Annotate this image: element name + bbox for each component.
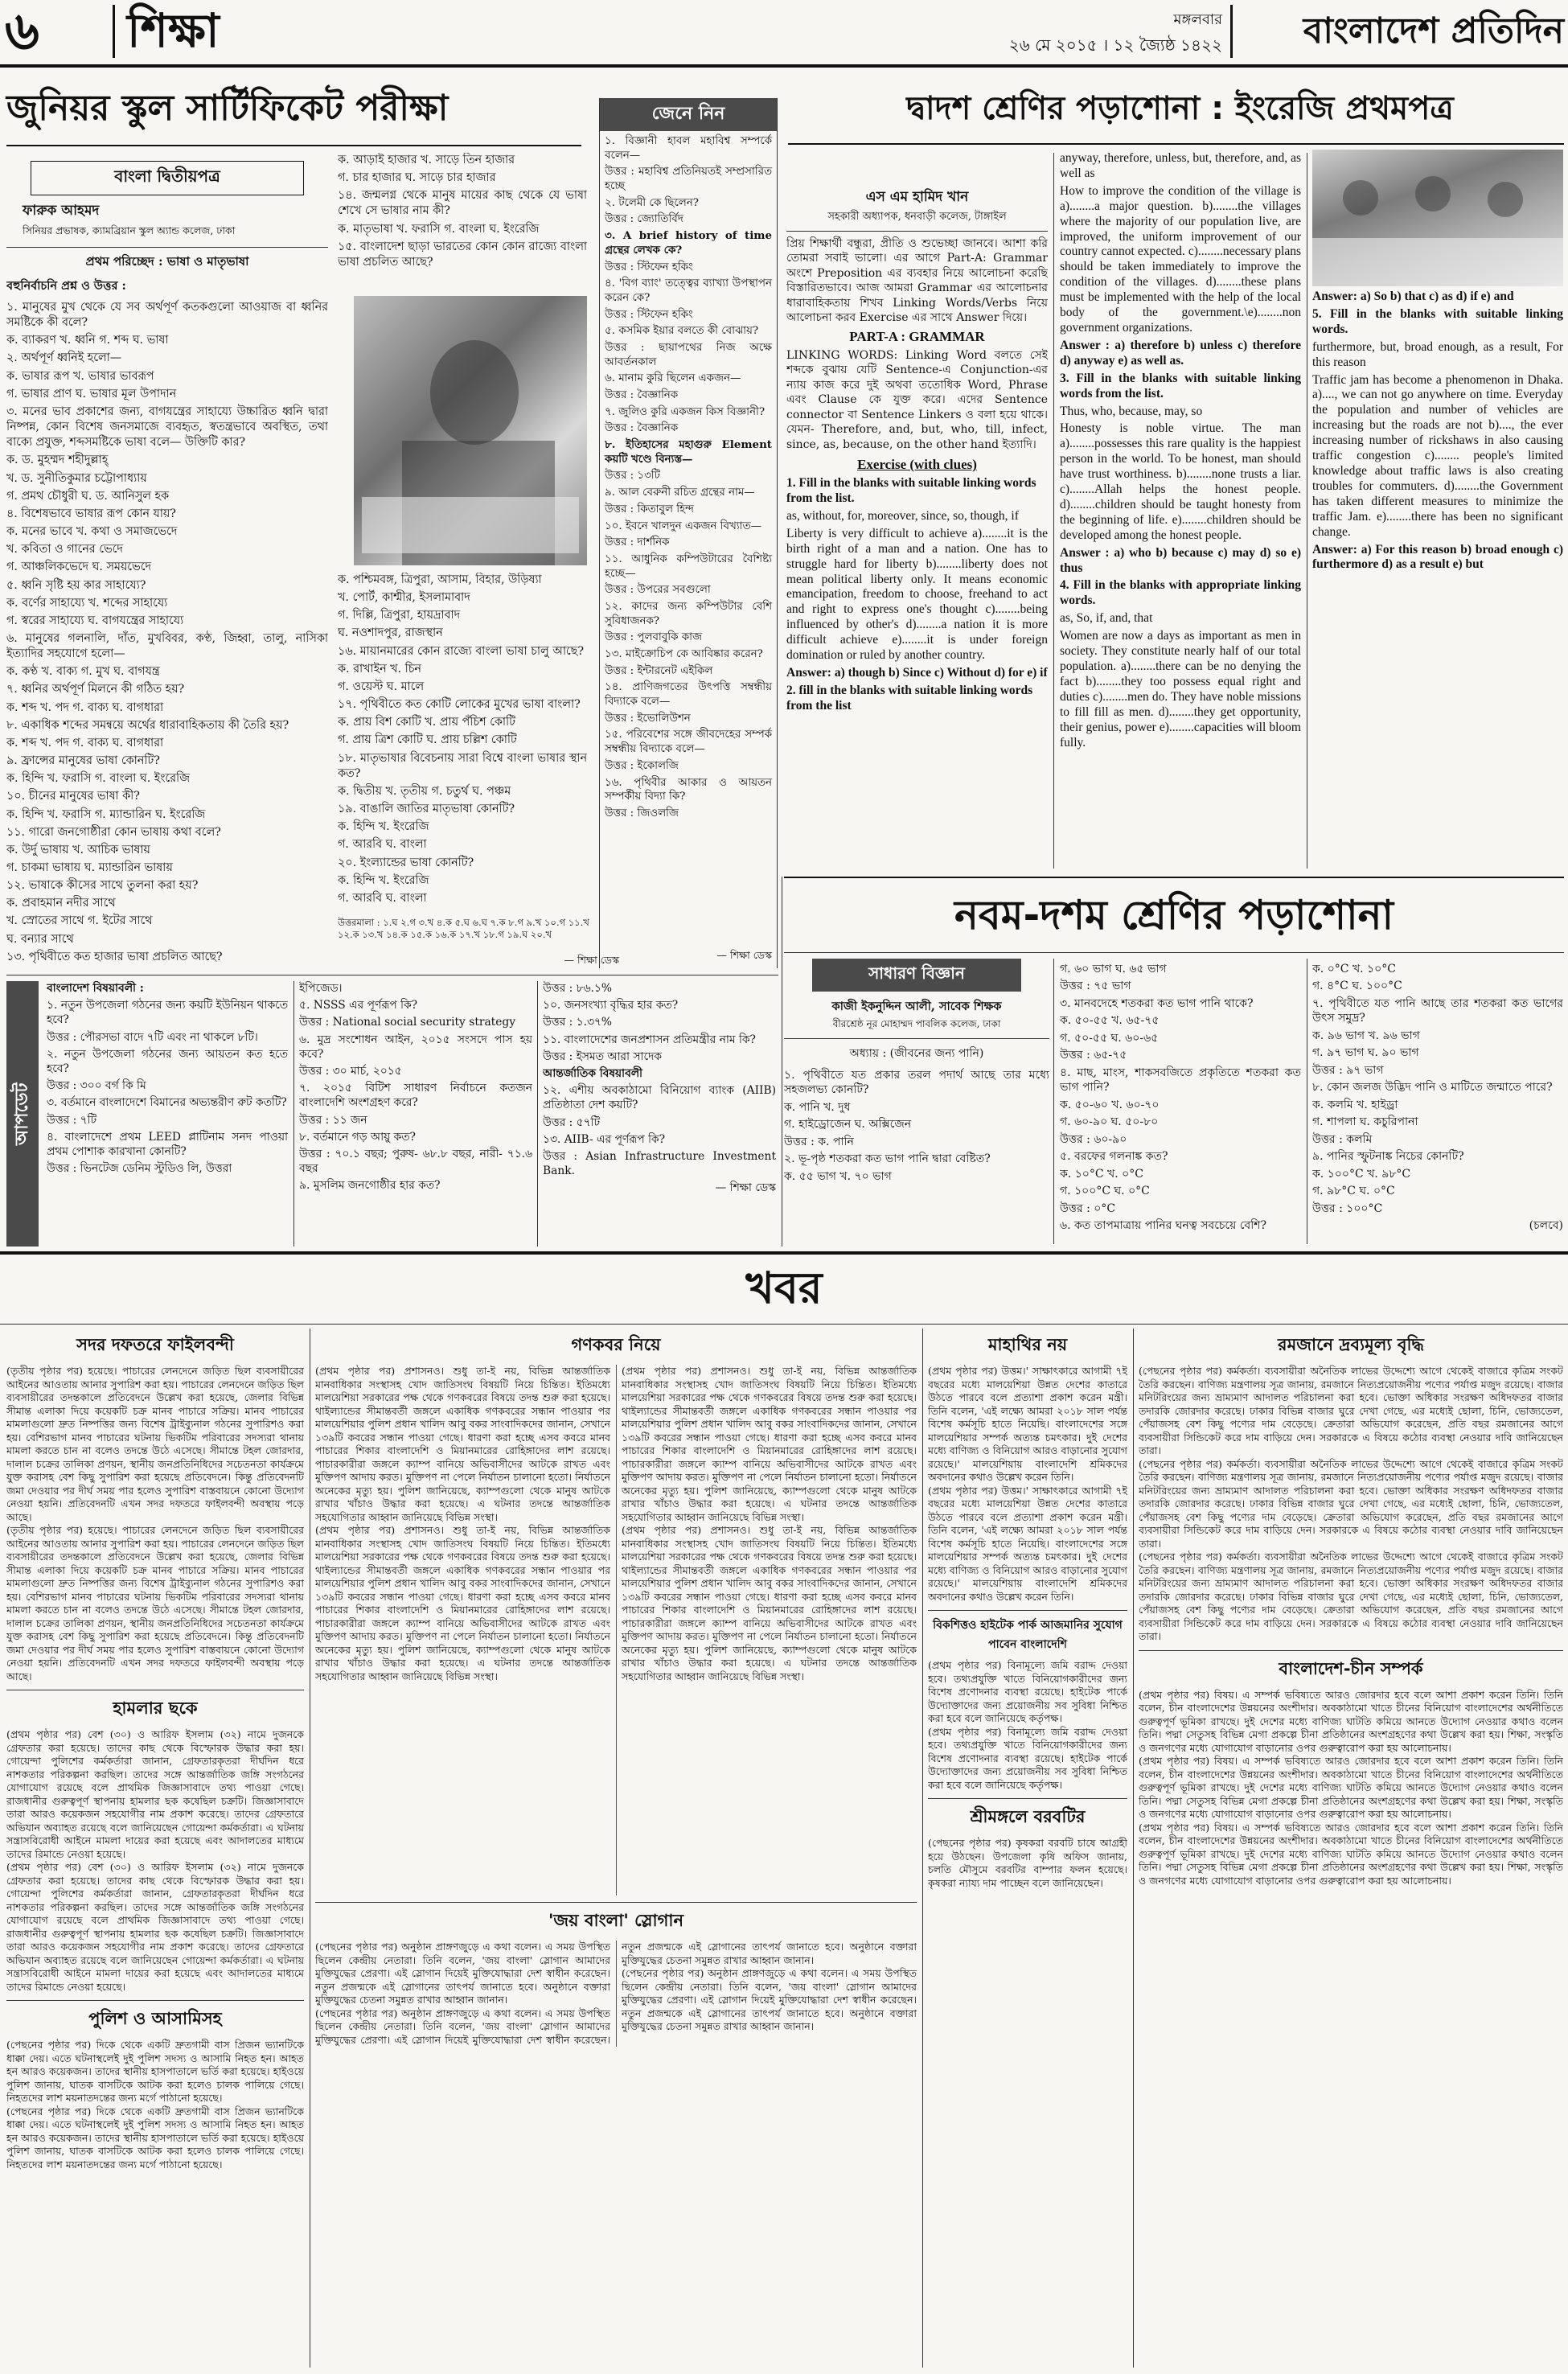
- list-item: গ. ৯৭ ভাগ ঘ. ৯০ ভাগ: [1312, 1046, 1419, 1060]
- list-item: গ. স্বরের সাহায্যে ঘ. বাগযন্ত্রের সাহায্যে: [6, 614, 184, 627]
- list-item: ৫. বরফের গলনাঙ্ক কত?: [1060, 1150, 1168, 1164]
- exercise-heading: 1. Fill in the blanks with suitable linking words from the list.: [786, 476, 1036, 505]
- list-item: গ. ৫০-৫৫ ঘ. ৬০-৬৫: [1060, 1031, 1159, 1045]
- article-body: (পেছনের পৃষ্ঠার পর) কর্মকর্তা। ব্যবসায়ীরা অনৈতিক লাভের উদ্দেশ্যে আগে থেকেই বাজারে কৃত্রিম সংকট তৈরি করছেন। বাণিজ্য মন্ত্রণালয় সূত্র জানায়, রমজানে নিত্যপ্রয়োজনীয় পণ্যের পর্যাপ্ত মজুদ রয়েছে। বাজার মনিটরিংয়ের জন্য ভ্রাম্যমাণ আদালত পরিচালনা করা হবে। ভোক্তা অধিকার সংরক্ষণ অধিদফতর বাজার তদারকি জোরদার করেছে। ঢাকার বিভিন্ন বাজার ঘুরে দেখা গেছে, এর মধ্যেই ছোলা, চিনি, ভোজ্যতেল, পেঁয়াজসহ বেশ কিছু পণ্যের দাম বেড়েছে। ক্রেতারা অভিযোগ করেছেন, প্রতি বছর রমজানের আগে ব্যবসায়ীরা সিন্ডিকেট করে দাম বাড়িয়ে দেন। সরকারকে এ বিষয়ে কঠোর ব্যবস্থা নেওয়ার দাবি জানিয়েছেন তারা।: [1139, 1457, 1563, 1550]
- exercise-word-list: as, So, if, and, that: [1060, 611, 1153, 626]
- list-item: খ. কবিতা ও গানের ভেদে: [6, 543, 123, 557]
- article-body: (প্রথম পৃষ্ঠার পর) বিষয়। এ সম্পর্ক ভবিষ্যতে আরও জোরদার হবে বলে আশা প্রকাশ করেন তিনি। তিনি বলেন, চীন বাংলাদেশের উন্নয়নের অংশীদার। অবকাঠামো খাতে চীনের বিনিয়োগ বাংলাদেশের অর্থনীতিতে গুরুত্বপূর্ণ ভূমিকা রাখছে। দুই দেশের মধ্যে বাণিজ্য ঘাটতি কমিয়ে আনতে উদ্যোগ নেওয়ার কথাও বলেন তিনি। পদ্মা সেতুসহ বিভিন্ন মেগা প্রকল্পে চীনা প্রতিষ্ঠানের অংশগ্রহণের কথা উল্লেখ করা হয়। শিক্ষা, সংস্কৃতি ও জনগণের মধ্যে যোগাযোগ বাড়ানোর ওপর গুরুত্বারোপ করা হয় আলোচনায়।: [1139, 1821, 1563, 1887]
- list-item: উত্তর : ১.৩৭%: [543, 1016, 613, 1029]
- article-body: (পেছনের পৃষ্ঠার পর) অনুষ্ঠান প্রাঙ্গণজুড়ে এ কথা বলেন। এ সময় উপস্থিত ছিলেন কেন্দ্রীয় নেতারা। তিনি বলেন, 'জয় বাংলা' স্লোগান আমাদের মুক্তিযুদ্ধের প্রেরণা। এই স্লোগান দিয়েই মুক্তিযোদ্ধারা দেশ স্বাধীন করেছেন। নতুন প্রজন্মকে এই স্লোগানের তাৎপর্য জানাতে হবে। অনুষ্ঠানে বক্তারা মুক্তিযুদ্ধের চেতনা সমুন্নত রাখার আহ্বান জানান।: [622, 1967, 917, 2032]
- hsc-col-1: [786, 148, 1048, 872]
- list-item: ৭. ২০১৫ বিটিশ সাধারণ নির্বাচনে কতজন বাংলাদেশি অংশগ্রহণ করে?: [299, 1082, 532, 1110]
- exercise-text: Liberty is very difficult to achieve a)........it is the birth right of a man and a nation. One has to struggle hard for liberty b)........liberty does not mean political liberty only. It means economic emancipation, freedom to choose, freehand to act and right to express one's thought c)........being influenced by other's d)........a nation it is more difficult achieve e)........it is under foreign domination or ruled by another country.: [786, 526, 1048, 663]
- list-item: গ. ভাষার প্রাণ ঘ. ভাষার মূল উপাদান: [6, 387, 177, 400]
- article-body: (প্রথম পৃষ্ঠার পর) বিষয়। এ সম্পর্ক ভবিষ্যতে আরও জোরদার হবে বলে আশা প্রকাশ করেন তিনি। তিনি বলেন, চীন বাংলাদেশের উন্নয়নের অংশীদার। অবকাঠামো খাতে চীনের বিনিয়োগ বাংলাদেশের অর্থনীতিতে গুরুত্বপূর্ণ ভূমিকা রাখছে। দুই দেশের মধ্যে বাণিজ্য ঘাটতি কমিয়ে আনতে উদ্যোগ নেওয়ার কথাও বলেন তিনি। পদ্মা সেতুসহ বিভিন্ন মেগা প্রকল্পে চীনা প্রতিষ্ঠানের অংশগ্রহণের কথা উল্লেখ করা হয়। শিক্ষা, সংস্কৃতি ও জনগণের মধ্যে যোগাযোগ বাড়ানোর ওপর গুরুত্বারোপ করা হয় আলোচনায়।: [1139, 1755, 1563, 1820]
- list-item: ৯. ফ্রান্সের মানুষের ভাষা কোনটি?: [6, 754, 160, 768]
- article-headline: মাহাথির নয়: [987, 1335, 1068, 1354]
- article-body: (পেছনের পৃষ্ঠার পর) অনুষ্ঠান প্রাঙ্গণজুড়ে এ কথা বলেন। এ সময় উপস্থিত ছিলেন কেন্দ্রীয় নেতারা। তিনি বলেন, 'জয় বাংলা' স্লোগান আমাদের মুক্তিযুদ্ধের প্রেরণা। এই স্লোগান দিয়েই মুক্তিযোদ্ধারা দেশ স্বাধীন করেছেন। নতুন প্রজন্মকে এই স্লোগানের তাৎপর্য জানাতে হবে। অনুষ্ঠানে বক্তারা মুক্তিযুদ্ধের চেতনা সমুন্নত রাখার আহ্বান জানান।: [315, 1941, 917, 2046]
- jsc-title: জুনিয়র স্কুল সার্টিফিকেট পরীক্ষা: [6, 88, 449, 129]
- list-item: ১৩. মাইক্রোচিপ কে আবিষ্কার করেন?: [605, 648, 763, 660]
- list-item: ৭. জুলিও কুরি একজন কিস বিজ্ঞানী?: [605, 405, 766, 418]
- list-item: উত্তর : পুলবাবুকি কাজ: [605, 631, 702, 644]
- masthead-divider: [113, 5, 115, 58]
- linking-definition: LINKING WORDS: Linking Word বলতে সেই শব্দকে বুঝায় যেটি Sentence-এ Conjunction-এর ন্যায় কাজ করে দুই অথবা ততোধিক Word, Phrase এবং Clause কে যুক্ত করে। এদের Sentence connector বা Sentence Linkers ও বলা হয়ে থাকে। যেমন- Therefore, and, but, who, till, infect, since, as, because, on the other hand ইত্যাদি।: [786, 348, 1048, 451]
- list-item: গ. হাইড্রোজেন ঘ. অক্সিজেন: [784, 1118, 912, 1132]
- list-item: ক. কলমি খ. হাইড্রা: [1312, 1098, 1398, 1111]
- article-body: (প্রথম পৃষ্ঠার পর) বিষয়। এ সম্পর্ক ভবিষ্যতে আরও জোরদার হবে বলে আশা প্রকাশ করেন তিনি। তিনি বলেন, চীন বাংলাদেশের উন্নয়নের অংশীদার। অবকাঠামো খাতে চীনের বিনিয়োগ বাংলাদেশের অর্থনীতিতে গুরুত্বপূর্ণ ভূমিকা রাখছে। দুই দেশের মধ্যে বাণিজ্য ঘাটতি কমিয়ে আনতে উদ্যোগ নেওয়ার কথাও বলেন তিনি। পদ্মা সেতুসহ বিভিন্ন মেগা প্রকল্পে চীনা প্রতিষ্ঠানের অংশগ্রহণের কথা উল্লেখ করা হয়। শিক্ষা, সংস্কৃতি ও জনগণের মধ্যে যোগাযোগ বাড়ানোর ওপর গুরুত্বারোপ করা হয় আলোচনায়।: [1139, 1688, 1563, 1754]
- update-col-2: [299, 981, 532, 1247]
- list-item: ১৩. AIIB- এর পূর্ণরূপ কি?: [543, 1132, 665, 1146]
- list-item: উত্তর : National social security strategy: [299, 1016, 516, 1029]
- list-item: ক. পানি খ. দুধ: [784, 1100, 851, 1114]
- list-item: ৩. মানবদেহে শতকরা কত ভাগ পানি থাকে?: [1060, 996, 1254, 1010]
- list-item: ক. উর্দু ভাষায় খ. আচিক ভাষায়: [6, 843, 150, 856]
- exercise-text: Women are now a days as important as men in society. They constitute nearly half of our total population. a)........there can be no denying the fact b)........they too possess equal right and duties c)........men do. They have noble missions to fill fill as men. d)........they get opportunity, their genius, power e)........capacities will bloom fully.: [1060, 629, 1301, 750]
- list-item: ১০. চীনের মানুষের ভাষা কী?: [6, 790, 140, 803]
- article-columns: [315, 1365, 917, 1896]
- list-item: উত্তর : পৌরসভা বাদে ৭টি এবং না থাকলে ৮টি।: [47, 1030, 258, 1044]
- news-col-3: [928, 1329, 1127, 2368]
- article-body: (পেছনের পৃষ্ঠার পর) কর্মকর্তা। ব্যবসায়ীরা অনৈতিক লাভের উদ্দেশ্যে আগে থেকেই বাজারে কৃত্রিম সংকট তৈরি করছেন। বাণিজ্য মন্ত্রণালয় সূত্র জানায়, রমজানে নিত্যপ্রয়োজনীয় পণ্যের পর্যাপ্ত মজুদ রয়েছে। বাজার মনিটরিংয়ের জন্য ভ্রাম্যমাণ আদালত পরিচালনা করা হবে। ভোক্তা অধিকার সংরক্ষণ অধিদফতর বাজার তদারকি জোরদার করেছে। ঢাকার বিভিন্ন বাজার ঘুরে দেখা গেছে, এর মধ্যেই ছোলা, চিনি, ভোজ্যতেল, পেঁয়াজসহ বেশ কিছু পণ্যের দাম বেড়েছে। ক্রেতারা অভিযোগ করেছেন, প্রতি বছর রমজানের আগে ব্যবসায়ীরা সিন্ডিকেট করে দাম বাড়িয়ে দেন। সরকারকে এ বিষয়ে কঠোর ব্যবস্থা নেওয়ার দাবি জানিয়েছেন তারা।: [1139, 1365, 1563, 1456]
- exercise-answer: Answer: a) though b) Since c) Without d) for e) if: [786, 665, 1048, 680]
- list-item: উত্তর : ৬৫-৭৫: [1060, 1049, 1127, 1062]
- list-item: ক. হিন্দি খ. ইংরেজি: [338, 820, 429, 834]
- janen-list: [600, 131, 777, 966]
- list-item: ২. ভূ-পৃষ্ঠ শতকরা কত ভাগ পানি দ্বারা বেষ্টিত?: [784, 1152, 991, 1166]
- exercise-answer: Answer : a) therefore b) unless c) therefore d) anyway e) as well as.: [1060, 338, 1301, 368]
- list-item: উত্তর : ৭টি: [47, 1113, 97, 1127]
- list-item: ক. শব্দ খ. পদ গ. বাক্য ঘ. বাগধারা: [6, 700, 164, 714]
- masthead: [0, 0, 1568, 63]
- list-item: ক. প্রবাহমান নদীর সাথে: [6, 897, 116, 910]
- continued-note: (চলবে): [1529, 1219, 1563, 1233]
- list-item: ক. হিন্দি খ. ফরাসি গ. বাংলা ঘ. ইংরেজি: [6, 772, 190, 786]
- article-body: (পেছনের পৃষ্ঠার পর) কৃষকরা বরবটি চাষে আগ্রহী হয়ে উঠছেন। উপজেলা কৃষি অফিস জানায়, চলতি মৌসুমে বরবটির বাম্পার ফলন হয়েছে। কৃষকরা ন্যায্য দাম পাচ্ছেন বলে জানিয়েছেন।: [928, 1837, 1127, 1889]
- exercise-text: Traffic jam has become a phenomenon in Dhaka. a)...., we can not go anywhere on time. Everyday the population and number of vehicles are increasing but the roads are not b)...., the ever increasing number of rickshaws in also causing traffic congestion c)........ people's limited knowledge about traffic laws is also creating troubles for commuters. d)........the Government has taken different measures to minimize the traffic Jam. e)........there has been no significant change.: [1312, 372, 1563, 539]
- list-item: ১৭. পৃথিবীতে কত কোটি লোকের মুখের ভাষা বাংলা?: [338, 698, 581, 712]
- ssc-col-3: [1312, 962, 1563, 1247]
- author-name: এস এম হামিদ খান: [865, 189, 969, 205]
- list-item: ১৩. পৃথিবীতে কত হাজার ভাষা প্রচলিত আছে?: [6, 950, 223, 963]
- article-body: (তৃতীয় পৃষ্ঠার পর) হয়েছে। পাচারের লেনদেনে জড়িত ছিল ব্যবসায়ীরের আইনের আওতায় আনার সুপারিশ করা হয়। পাচারের লেনদেনে জড়িত ছিল ব্যবসায়ীরের তদন্তকালে প্রতিবেদনে উল্লেখ করা হয়েছে, জেলার বিভিন্ন সীমান্ত এলাকা দিয়ে কয়েকটি চক্র মানব পাচারে সক্রিয়। মানব পাচারের মামলাগুলো দ্রুত নিষ্পত্তির জন্য বিশেষ ট্রাইব্যুনাল গঠনের সুপারিশও করা হয়। বেশিরভাগ মানব পাচারের ঘটনায় ভিকটিম পরিবারের সদস্যরা থানায় মামলা করতে চান না বলেও তদন্তে উঠে এসেছে। সীমান্তে টহল জোরদার, দালাল চক্রের তালিকা প্রণয়ন, স্থানীয় জনপ্রতিনিধিদের সচেতনতা কার্যক্রমে যুক্ত করাসহ বেশ কিছু সুপারিশ করা হয়েছে প্রতিবেদনে। কিন্তু প্রতিবেদনটি জমা দেওয়ার পর দীর্ঘ সময় পার হলেও সুপারিশ বাস্তবায়নে কোনো উদ্যোগ নেওয়া হয়নি। প্রতিবেদনটি এখন সদর দফতরে ফাইলবন্দী অবস্থায় পড়ে আছে।: [6, 1365, 304, 1523]
- exercise-word-list: anyway, therefore, unless, but, therefore, and, as well as: [1060, 151, 1301, 180]
- page-number: ৬: [5, 0, 39, 62]
- article-headline: 'জয় বাংলা' স্লোগান: [315, 1902, 917, 1936]
- list-item: ৮. একাধিক শব্দের সমন্বয়ে অর্থের ধারাবাহিকতায় কী তৈরি হয়?: [6, 718, 289, 732]
- list-item: উত্তর : ৮৬.১%: [543, 982, 612, 995]
- list-item: ক. বর্ণের সাহায্যে খ. শব্দের সাহায্যে: [6, 596, 168, 610]
- list-item: ক. ৫০-৫৫ খ. ৬৫-৭৫: [1060, 1014, 1160, 1028]
- janen-box: [599, 98, 778, 968]
- exercise-answer: Answer: a) For this reason b) broad enough c) furthermore d) as a result e) but: [1312, 542, 1563, 572]
- list-item: ক. কণ্ঠ খ. বাক্য গ. মুখ ঘ. বাগযন্ত্র: [6, 665, 160, 679]
- list-item: ১৪. প্রাণিজগতের উৎপত্তি সম্বন্ধীয় বিদ্যাকে বলে—: [605, 681, 772, 709]
- part-heading: PART-A : GRAMMAR: [849, 328, 985, 344]
- list-item: উত্তর : কিতাবুল হিন্দ: [605, 503, 694, 515]
- list-item: ১২. ভাষাকে কীসের সাথে তুলনা করা হয়?: [6, 879, 199, 893]
- list-item: ৯. পানির স্ফুটনাঙ্ক নিচের কোনটি?: [1312, 1150, 1464, 1164]
- list-item: ৪. বাংলাদেশে প্রথম LEED প্লাটিনাম সনদ পাওয়া প্রথম পোশাক কারখানা কোনটি?: [47, 1130, 288, 1159]
- list-item: ক. মাতৃভাষা খ. ফরাসি গ. বাংলা ঘ. ইংরেজি: [338, 222, 540, 236]
- list-item: ১৯. বাঙালি জাতির মাতৃভাষা কোনটি?: [338, 803, 515, 816]
- exercise-heading: Exercise (with clues): [857, 457, 977, 473]
- list-item: ৩. A brief history of time গ্রন্থের লেখক কে?: [605, 229, 772, 257]
- janen-title: জেনে নিন: [600, 98, 777, 131]
- student-photo: [354, 296, 587, 565]
- list-item: গ. ৬০ ভাগ ঘ. ৬৫ ভাগ: [1060, 963, 1167, 975]
- jsc-title-rule: [6, 145, 581, 146]
- news-top-rule: [0, 1251, 1568, 1255]
- list-item: ক. ১০০°C খ. ৯৮°C: [1312, 1167, 1411, 1181]
- list-item: উত্তর : ভিনটেজ ডেনিম স্টুডিও লি, উত্তরা: [47, 1162, 232, 1176]
- list-item: ৪. 'বিগ ব্যাং' তত্ত্বের ব্যাখ্যা উপস্থাপন করেন কে?: [605, 277, 772, 304]
- list-item: ৩. মনের ভাব প্রকাশের জন্য, বাগযন্ত্রের সাহায্যে উচ্চারিত ধ্বনি দ্বারা নিষ্পন্ন, কোন বিশেষ জনসমাজে ব্যবহৃত, স্বতন্ত্রভাবে অবস্থিত, তথা বাক্যে প্রযুক্ত, শব্দসমষ্টিকে ভাষা বলে— উক্তিটি কার?: [6, 405, 328, 450]
- list-item: ক. ৯৬ ভাগ খ. ৯৬ ভাগ: [1312, 1029, 1420, 1042]
- exercise-heading: 3. Fill in the blanks with suitable linking words from the list.: [1060, 371, 1301, 400]
- list-item: উত্তর : Asian Infrastructure Investment Bank.: [543, 1150, 776, 1178]
- list-item: ২. নতুন উপজেলা গঠনের জন্য আয়তন কত হতে হবে?: [47, 1047, 288, 1076]
- list-item: ক. ১০°C খ. ০°C: [1060, 1167, 1143, 1181]
- list-item: ৬. মুদ্র সংশোধন আইন, ২০১৫ সংসদে পাস হয় কবে?: [299, 1033, 532, 1061]
- ssc-title: নবম-দশম শ্রেণির পড়াশোনা: [954, 892, 1394, 939]
- news-col-4: [1139, 1329, 1563, 2368]
- section-title: শিক্ষা: [127, 3, 220, 58]
- masthead-divider-right: [1230, 5, 1233, 58]
- list-item: ১৫. বাংলাদেশ ছাড়া ভারতের কোন কোন রাজ্যে বাংলা ভাষা প্রচলিত আছে?: [338, 240, 587, 269]
- list-item: ক. ভাষার রূপ খ. ভাষার ভাবরূপ: [6, 369, 154, 383]
- list-item: ক. ৫০-৬০ খ. ৬০-৭০: [1060, 1098, 1160, 1111]
- list-item: ৯. আল বেরুনী রচিত গ্রন্থের নাম—: [605, 487, 755, 499]
- list-item: ক. ব্যাকরণ খ. ধ্বনি গ. শব্দ ঘ. ভাষা: [6, 334, 169, 347]
- list-item: উত্তর : ০°C: [1060, 1201, 1116, 1215]
- exercise-answer: Answer: a) So b) that c) as d) if e) and: [1312, 290, 1514, 303]
- list-item: উত্তর : ১১ জন: [299, 1113, 367, 1127]
- article-body: (পেছনের পৃষ্ঠার পর) দিকে থেকে একটি দ্রুতগামী বাস প্রিজন ভ্যানটিকে ধাক্কা দেয়। এতে ঘটনাস্থলেই দুই পুলিশ সদস্য ও আসামি নিহত হন। আহত হন আরও কয়েকজন। তাদের স্থানীয় হাসপাতালে ভর্তি করা হয়েছে। হাইওয়ে পুলিশ জানায়, ঘাতক বাসটিকে আটক করা হলেও চালক পালিয়ে গেছে। নিহতদের লাশ ময়নাতদন্তের জন্য মর্গে পাঠানো হয়েছে।: [6, 2105, 304, 2171]
- ssc-chapter: অধ্যায় : (জীবনের জন্য পানি): [849, 1047, 984, 1060]
- list-item: গ. ৯৮°C ঘ. ০°C: [1312, 1185, 1395, 1198]
- list-item: উত্তর : কলমি: [1312, 1132, 1373, 1146]
- list-item: উত্তর : ১৩টি: [605, 470, 660, 483]
- article-headline: পুলিশ ও আসামিসহ: [6, 2000, 304, 2034]
- list-item: উত্তর : ইন্টারনেট এইকিল: [605, 664, 713, 677]
- list-item: উত্তর : ১০০°C: [1312, 1201, 1383, 1215]
- list-item: ক. আড়াই হাজার খ. সাড়ে তিন হাজার: [338, 154, 515, 166]
- exercise-1: [786, 476, 1048, 714]
- photo-silhouette-icon: [354, 296, 587, 565]
- list-item: উত্তর : স্টিফেন হকিং: [605, 261, 693, 273]
- list-item: ১৬. মায়ানমারের কোন রাজ্যে বাংলা ভাষা চালু আছে?: [338, 644, 584, 658]
- article-body: (প্রথম পৃষ্ঠার পর) প্রশাসনও। শুধু তা-ই নয়, বিভিন্ন আন্তর্জাতিক মানবাধিকার সংস্থাসহ খোদ জাতিসংঘ বিষয়টি নিয়ে চিন্তিত। ইতিমধ্যে মালয়েশিয়া সরকারের পক্ষ থেকে গণকবরের বিষয়ে তদন্ত শুরু করা হয়েছে। থাইল্যান্ডের সীমান্তবর্তী জঙ্গলে একাধিক গণকবরের সন্ধান পাওয়ার পর মালয়েশিয়ার পুলিশ প্রধান খালিদ আবু বকর সাংবাদিকদের জানান, সেখানে ১৩৯টি কবরের সন্ধান পাওয়া গেছে। ধারণা করা হচ্ছে এসব কবরে মানব পাচারের শিকার বাংলাদেশি ও মিয়ানমারের রোহিঙ্গাদের লাশ রয়েছে। পাচারকারীরা জঙ্গলে ক্যাম্প বানিয়ে অভিবাসীদের আটকে রাখত এবং মুক্তিপণ আদায় করত। মুক্তিপণ না পেলে নির্যাতন চালানো হতো। নির্যাতনে অনেকের মৃত্যু হয়। পুলিশ জানিয়েছে, ক্যাম্পগুলো থেকে মানুষ আটকে রাখার খাঁচাও উদ্ধার করা হয়েছে। এ ঘটনার তদন্তে আন্তর্জাতিক সহযোগিতার আহ্বান জানিয়েছে বিভিন্ন সংস্থা।: [315, 1365, 610, 1523]
- update-tag-label: আপডেট: [12, 1082, 32, 1145]
- list-item: ১৮. মাতৃভাষার বিবেচনায় সারা বিশ্বে বাংলা ভাষার স্থান কত?: [338, 751, 587, 780]
- subject-box: বাংলা দ্বিতীয়পত্র: [31, 161, 304, 195]
- list-item: ক. মনের ভাবে খ. কথা ও সমাজভেদে: [6, 525, 178, 539]
- list-item: ৪. বিশেষভাবে ভাষার রূপ কোন যায়?: [6, 507, 176, 520]
- list-item: উত্তর : ৬০-৯০: [1060, 1132, 1127, 1146]
- list-item: গ. শাপলা ঘ. কচুরিপানা: [1312, 1115, 1418, 1129]
- list-item: ১০. ইবনে খালদুন একজন বিখ্যাত—: [605, 520, 761, 532]
- jsc-signoff: — শিক্ষা ডেস্ক: [564, 954, 619, 966]
- paper-name-logo: বাংলাদেশ প্রতিদিন: [1303, 10, 1564, 51]
- list-item: উত্তর : ৩০ মার্চ, ২০১৫: [299, 1065, 402, 1078]
- ssc-list-1: [784, 1068, 1049, 1184]
- exercise-text: How to improve the condition of the village is a)........a major question. b)........the villages where the majority of our population live, are improved, the uniform improvement of our country cannot expected. c)........necessary plans should be taken immediately to improve the condition of the villages. d)........these plans must be implemented with the help of the local body of the government.\e)........non government organizations.: [1060, 183, 1301, 335]
- list-item: ৮. কোন জলজ উদ্ভিদ পানি ও মাটিতে জন্মাতে পারে?: [1312, 1081, 1553, 1095]
- list-item: ক. হিন্দি খ. ফরাসি গ. ম্যান্ডারিন ঘ. ইংরেজি: [6, 807, 206, 821]
- list-item: উত্তর : ক. পানি: [784, 1135, 854, 1148]
- list-item: ৫. NSSS এর পূর্ণরূপ কি?: [299, 999, 418, 1012]
- list-item: ৫. কসমিক ইয়ার বলতে কী বোঝায়?: [605, 325, 759, 338]
- list-item: উত্তর : স্টিফেন হকিং: [605, 308, 693, 321]
- list-item: উত্তর : বৈজ্ঞানিক: [605, 422, 679, 435]
- list-item: গ. ৬০-৯০ ঘ. ৫০-৮০: [1060, 1115, 1159, 1129]
- chapter-title: প্রথম পরিচ্ছেদ : ভাষা ও মাতৃভাষা: [85, 254, 249, 269]
- exercise-word-list: as, without, for, moreover, since, so, though, if: [786, 508, 1019, 523]
- list-item: উত্তর : ইভোলিউশন: [605, 712, 691, 725]
- exercise-heading: 2. fill in the blanks with suitable linking words from the list: [786, 683, 1033, 713]
- ssc-author: কাজী ইকনুদ্দিন আলী, সাবেক শিক্ষক: [831, 1000, 1002, 1013]
- article-body: (প্রথম পৃষ্ঠার পর) প্রশাসনও। শুধু তা-ই নয়, বিভিন্ন আন্তর্জাতিক মানবাধিকার সংস্থাসহ খোদ জাতিসংঘ বিষয়টি নিয়ে চিন্তিত। ইতিমধ্যে মালয়েশিয়া সরকারের পক্ষ থেকে গণকবরের বিষয়ে তদন্ত শুরু করা হয়েছে। থাইল্যান্ডের সীমান্তবর্তী জঙ্গলে একাধিক গণকবরের সন্ধান পাওয়ার পর মালয়েশিয়ার পুলিশ প্রধান খালিদ আবু বকর সাংবাদিকদের জানান, সেখানে ১৩৯টি কবরের সন্ধান পাওয়া গেছে। ধারণা করা হচ্ছে এসব কবরে মানব পাচারের শিকার বাংলাদেশি ও মিয়ানমারের রোহিঙ্গাদের লাশ রয়েছে। পাচারকারীরা জঙ্গলে ক্যাম্প বানিয়ে অভিবাসীদের আটকে রাখত এবং মুক্তিপণ আদায় করত। মুক্তিপণ না পেলে নির্যাতন চালানো হতো। নির্যাতনে অনেকের মৃত্যু হয়। পুলিশ জানিয়েছে, ক্যাম্পগুলো থেকে মানুষ আটকে রাখার খাঁচাও উদ্ধার করা হয়েছে। এ ঘটনার তদন্তে আন্তর্জাতিক সহযোগিতার আহ্বান জানিয়েছে বিভিন্ন সংস্থা।: [622, 1524, 917, 1682]
- list-item: ক. ড. মুহম্মদ শহীদুল্লাহ্: [6, 454, 109, 467]
- list-item: আন্তর্জাতিক বিষয়াবলী: [543, 1067, 642, 1081]
- news-title: খবর: [745, 1263, 823, 1313]
- list-item: উত্তর : ৭৫ ভাগ: [1060, 980, 1131, 993]
- list-item: গ. আঞ্চলিকভেদে ঘ. সময়ভেদে: [6, 561, 151, 574]
- list-item: উত্তর : জ্যোতির্বিদ: [605, 213, 683, 226]
- list-item: ক. দ্বিতীয় খ. তৃতীয় গ. চতুর্থ ঘ. পঞ্চম: [338, 784, 511, 798]
- list-item: ক. পশ্চিমবঙ্গ, ত্রিপুরা, আসাম, বিহার, উড়িষ্যা: [338, 573, 542, 586]
- list-item: উত্তর : ৭০.১ বছর; পুরুষ- ৬৮.৮ বছর, নারী- ৭১.৬ বছর: [299, 1148, 532, 1176]
- list-item: উত্তর : ইকোলজি: [605, 759, 679, 772]
- list-item: ১. বিজ্ঞানী হাবল মহাবিশ্ব সম্পর্কে বলেন—: [605, 135, 772, 162]
- article-body: (প্রথম পৃষ্ঠার পর) প্রশাসনও। শুধু তা-ই নয়, বিভিন্ন আন্তর্জাতিক মানবাধিকার সংস্থাসহ খোদ জাতিসংঘ বিষয়টি নিয়ে চিন্তিত। ইতিমধ্যে মালয়েশিয়া সরকারের পক্ষ থেকে গণকবরের বিষয়ে তদন্ত শুরু করা হয়েছে। থাইল্যান্ডের সীমান্তবর্তী জঙ্গলে একাধিক গণকবরের সন্ধান পাওয়ার পর মালয়েশিয়ার পুলিশ প্রধান খালিদ আবু বকর সাংবাদিকদের জানান, সেখানে ১৩৯টি কবরের সন্ধান পাওয়া গেছে। ধারণা করা হচ্ছে এসব কবরে মানব পাচারের শিকার বাংলাদেশি ও মিয়ানমারের রোহিঙ্গাদের লাশ রয়েছে। পাচারকারীরা জঙ্গলে ক্যাম্প বানিয়ে অভিবাসীদের আটকে রাখত এবং মুক্তিপণ আদায় করত। মুক্তিপণ না পেলে নির্যাতন চালানো হতো। নির্যাতনে অনেকের মৃত্যু হয়। পুলিশ জানিয়েছে, ক্যাম্পগুলো থেকে মানুষ আটকে রাখার খাঁচাও উদ্ধার করা হয়েছে। এ ঘটনার তদন্তে আন্তর্জাতিক সহযোগিতার আহ্বান জানিয়েছে বিভিন্ন সংস্থা।: [315, 1524, 610, 1682]
- list-item: ১. পৃথিবীতে যত প্রকার তরল পদার্থ আছে তার মধ্যে সহজলভ্য কোনটি?: [784, 1069, 1049, 1097]
- list-item: ২. টলেমী কে ছিলেন?: [605, 196, 699, 209]
- list-item: ১৪. জন্মলগ্ন থেকে মানুষ মায়ের কাছ থেকে যে ভাষা শেখে সে ভাষার নাম কী?: [338, 189, 587, 218]
- list-item: গ. চার হাজার ঘ. সাড়ে চার হাজার: [338, 171, 496, 185]
- author-title: সহকারী অধ্যাপক, ধনবাড়ী কলেজ, টাঙ্গাইল: [827, 211, 1007, 223]
- article-body: (প্রথম পৃষ্ঠার পর) উত্তম।' সাক্ষাৎকারে আগামী ৭ই বছরের মধ্যে মালয়েশিয়া উন্নত দেশের কাতারে উঠতে পারবে বলে প্রত্যাশা প্রকাশ করেন মন্ত্রী। তিনি বলেন, 'এই লক্ষ্যে আমরা ২০১৮ সাল পর্যন্ত বিশেষ কর্মসূচি হাতে নিয়েছি। বাংলাদেশের সঙ্গে মালয়েশিয়ার সম্পর্ক অত্যন্ত চমৎকার। দুই দেশের মধ্যে বাণিজ্য ও বিনিয়োগ আরও বাড়ানোর সুযোগ রয়েছে।' মালয়েশিয়ায় বাংলাদেশি শ্রমিকদের অবদানের কথাও উল্লেখ করেন তিনি।: [928, 1484, 1127, 1603]
- ssc-subject: সাধারণ বিজ্ঞান: [812, 959, 1021, 992]
- jsc-col-1: [6, 150, 328, 968]
- list-item: উত্তর : ৫৭টি: [543, 1115, 601, 1129]
- list-item: ক. হিন্দি খ. ইংরেজি: [338, 873, 429, 887]
- exercise-text: Honesty is noble virtue. The man a)........possesses this rare quality is the happiest person in the world. To be honest, man should have trust worthiness. b)........none trusts a liar. c)........Allah helps the honest people. d)........children should be taught honesty from the beginning of life. e)........children should be developed among the honest people.: [1060, 421, 1301, 542]
- list-item: গ. আরবি ঘ. বাংলা: [338, 838, 427, 852]
- article-body: (পেছনের পৃষ্ঠার পর) অনুষ্ঠান প্রাঙ্গণজুড়ে এ কথা বলেন। এ সময় উপস্থিত ছিলেন কেন্দ্রীয় নেতারা। তিনি বলেন, 'জয় বাংলা' স্লোগান আমাদের মুক্তিযুদ্ধের প্রেরণা। এই স্লোগান দিয়েই মুক্তিযোদ্ধারা দেশ স্বাধীন করেছেন। নতুন প্রজন্মকে এই স্লোগানের তাৎপর্য জানাতে হবে। অনুষ্ঠানে বক্তারা মুক্তিযুদ্ধের চেতনা সমুন্নত রাখার আহ্বান জানান।: [315, 1941, 610, 2006]
- list-item: ১১. বাংলাদেশের জনপ্রশাসন প্রতিমন্ত্রীর নাম কি?: [543, 1033, 756, 1046]
- list-item: ৮. বর্তমানে গড় আয়ু কত?: [299, 1130, 416, 1144]
- masthead-rule: [0, 64, 1568, 68]
- exercise-word-list: furthermore, but, broad enough, as a result, For this reason: [1312, 339, 1563, 369]
- list-item: উত্তর : জিওলজি: [605, 807, 679, 819]
- list-item: ক. রাখাইন খ. চিন: [338, 662, 421, 676]
- ssc-author-title: বীরশ্রেষ্ঠ নূর মোহাম্মদ পাবলিক কলেজ, ঢাকা: [832, 1018, 1001, 1029]
- list-item: ১১. গারো জনগোষ্ঠীরা কোন ভাষায় কথা বলে?: [6, 825, 221, 839]
- update-col-1: [47, 981, 288, 1247]
- list-item: গ. ১০০°C ঘ. ০°C: [1060, 1185, 1150, 1198]
- list-item: ৮. ইতিহাসের মহাগুরু Element কয়টি খণ্ডে বিন্যস্ত—: [605, 438, 772, 466]
- list-item: ১২. এশীয় অবকাঠামো বিনিয়োগ ব্যাংক (AIIB) প্রতিষ্ঠাতা দেশ কয়টি?: [543, 1084, 776, 1112]
- update-tag: [6, 981, 39, 1247]
- list-item: উত্তর : বৈজ্ঞানিক: [605, 389, 679, 401]
- list-item: উত্তর : মহাবিশ্ব প্রতিনিয়তই সম্প্রসারিত হচ্ছে: [605, 166, 772, 193]
- article-body: (প্রথম পৃষ্ঠার পর) উত্তম।' সাক্ষাৎকারে আগামী ৭ই বছরের মধ্যে মালয়েশিয়া উন্নত দেশের কাতারে উঠতে পারবে বলে প্রত্যাশা প্রকাশ করেন মন্ত্রী। তিনি বলেন, 'এই লক্ষ্যে আমরা ২০১৮ সাল পর্যন্ত বিশেষ কর্মসূচি হাতে নিয়েছি। বাংলাদেশের সঙ্গে মালয়েশিয়ার সম্পর্ক অত্যন্ত চমৎকার। দুই দেশের মধ্যে বাণিজ্য ও বিনিয়োগ আরও বাড়ানোর সুযোগ রয়েছে।' মালয়েশিয়ায় বাংলাদেশি শ্রমিকদের অবদানের কথাও উল্লেখ করেন তিনি।: [928, 1365, 1127, 1483]
- list-item: ৬. মানাম কুরি ছিলেন একজন—: [605, 372, 741, 385]
- list-item: উত্তর : উপরের সবগুলো: [605, 584, 711, 597]
- list-item: উত্তর : ৩০০ বর্গ কি মি: [47, 1079, 146, 1093]
- exercise-word-list: Thus, who, because, may, so: [1060, 404, 1203, 418]
- list-item: বাংলাদেশ বিষয়াবলী :: [47, 982, 144, 995]
- list-item: খ. স্রোতের সাথে গ. ইটের সাথে: [6, 914, 153, 928]
- list-item: ঘ. নওশাদপুর, রাজস্থান: [338, 626, 443, 640]
- list-item: গ. ৪°C ঘ. ১০০°C: [1312, 980, 1402, 993]
- news-col-2: [315, 1329, 917, 2368]
- list-item: গ. চাকমা ভাষায় ঘ. ম্যান্ডারিন ভাষায়: [6, 861, 173, 874]
- list-item: ২০. ইংল্যান্ডের ভাষা কোনটি?: [338, 856, 474, 869]
- mcq-heading: বহুনির্বাচনি প্রশ্ন ও উত্তর :: [6, 279, 126, 293]
- article-headline: হামলার ছকে: [6, 1690, 304, 1723]
- article-headline: রমজানে দ্রব্যমূল্য বৃদ্ধি: [1278, 1335, 1424, 1354]
- list-item: গ. ওয়েস্ট ঘ. মালে: [338, 680, 425, 693]
- janen-signoff: — শিক্ষা ডেস্ক: [716, 949, 772, 961]
- list-item: উত্তর : ছায়াপথের নিজ অক্ষে আবর্তনকাল: [605, 341, 772, 368]
- students-photo: [1312, 150, 1563, 286]
- article-headline: বাংলাদেশ-চীন সম্পর্ক: [1139, 1650, 1563, 1684]
- news-col-1: [6, 1329, 304, 2368]
- list-item: ২. অর্থপূর্ণ ধ্বনিই হলো—: [6, 351, 122, 365]
- list-item: উত্তর : ইসমত আরা সাদেক: [543, 1049, 662, 1063]
- hsc-intro: প্রিয় শিক্ষার্থী বন্ধুরা, প্রীতি ও শুভেচ্ছা জানবে। আশা করি তোমরা সবাই ভালো। এর আগে Part-A: Grammar অংশে Preposition এর ব্যবহার নিয়ে আলোচনা করেছি বিস্তারিতভাবে। আজ আমরা Grammar এর আলোচনার ধারাবাহিকতায় শিখব Linking Words/Verbs নিয়ে আলোচনা করব Exercise এর সাথে Answer দিয়ে।: [786, 237, 1048, 325]
- article-body: (পেছনের পৃষ্ঠার পর) দিকে থেকে একটি দ্রুতগামী বাস প্রিজন ভ্যানটিকে ধাক্কা দেয়। এতে ঘটনাস্থলেই দুই পুলিশ সদস্য ও আসামি নিহত হন। আহত হন আরও কয়েকজন। তাদের স্থানীয় হাসপাতালে ভর্তি করা হয়েছে। হাইওয়ে পুলিশ জানায়, ঘাতক বাসটিকে আটক করা হলেও চালক পালিয়ে গেছে। নিহতদের লাশ ময়নাতদন্তের জন্য মর্গে পাঠানো হয়েছে।: [6, 2039, 304, 2104]
- list-item: ক. প্রায় বিশ কোটি খ. প্রায় পঁচিশ কোটি: [338, 716, 515, 729]
- exercise-heading: 4. Fill in the blanks with appropriate linking words.: [1060, 578, 1301, 608]
- list-item: খ. ড. সুনীতিকুমার চট্টোপাধ্যায়: [6, 471, 147, 485]
- article-headline: বিকশিত্তও হাইটেক পার্ক আজমানির সুযোগ পাবেন বাংলাদেশি: [928, 1610, 1127, 1654]
- ssc-col-1: [784, 959, 1049, 1248]
- list-item: ৭. পৃথিবীতে যত পানি আছে তার শতকরা কত ভাগের উৎস সমুদ্র?: [1312, 996, 1563, 1025]
- list-item: ৪. মাছ, মাংস, শাকসবজিতে প্রকৃতিতে শতকরা কত ভাগ পানি?: [1060, 1066, 1301, 1095]
- question-list-left: [6, 300, 328, 965]
- list-item: ক. ৫৫ ভাগ খ. ৭০ ভাগ: [784, 1169, 892, 1183]
- list-item: খ. পোর্ট, কাশ্মীর, ইসলামাবাদ: [338, 591, 470, 605]
- exercise-answer: Answer : a) who b) because c) may d) so e) thus: [1060, 545, 1301, 575]
- exercise-heading: 5. Fill in the blanks with suitable linking words.: [1312, 306, 1563, 336]
- ssc-top-rule: [784, 877, 1564, 878]
- list-item: উত্তর : দার্শনিক: [605, 536, 670, 549]
- list-item: গ. দিল্লি, ত্রিপুরা, হায়দ্রাবাদ: [338, 609, 461, 622]
- article-columns: [315, 1941, 917, 2047]
- photo-students-icon: [1312, 150, 1563, 286]
- article-headline: সদর দফতরে ফাইলবন্দী: [76, 1335, 234, 1354]
- list-item: ৬. মানুষের গলনালি, দাঁত, মুখবিবর, কণ্ঠ, জিহ্বা, তালু, নাসিকা ইত্যাদির সহযোগে হলো—: [6, 631, 328, 661]
- update-signoff: — শিক্ষা ডেস্ক: [715, 1181, 776, 1195]
- article-body: (প্রথম পৃষ্ঠার পর) প্রশাসনও। শুধু তা-ই নয়, বিভিন্ন আন্তর্জাতিক মানবাধিকার সংস্থাসহ খোদ জাতিসংঘ বিষয়টি নিয়ে চিন্তিত। ইতিমধ্যে মালয়েশিয়া সরকারের পক্ষ থেকে গণকবরের বিষয়ে তদন্ত শুরু করা হয়েছে। থাইল্যান্ডের সীমান্তবর্তী জঙ্গলে একাধিক গণকবরের সন্ধান পাওয়ার পর মালয়েশিয়ার পুলিশ প্রধান খালিদ আবু বকর সাংবাদিকদের জানান, সেখানে ১৩৯টি কবরের সন্ধান পাওয়া গেছে। ধারণা করা হচ্ছে এসব কবরে মানব পাচারের শিকার বাংলাদেশি ও মিয়ানমারের রোহিঙ্গাদের লাশ রয়েছে। পাচারকারীরা জঙ্গলে ক্যাম্প বানিয়ে অভিবাসীদের আটকে রাখত এবং মুক্তিপণ আদায় করত। মুক্তিপণ না পেলে নির্যাতন চালানো হতো। নির্যাতনে অনেকের মৃত্যু হয়। পুলিশ জানিয়েছে, ক্যাম্পগুলো থেকে মানুষ আটকে রাখার খাঁচাও উদ্ধার করা হয়েছে। এ ঘটনার তদন্তে আন্তর্জাতিক সহযোগিতার আহ্বান জানিয়েছে বিভিন্ন সংস্থা।: [622, 1365, 917, 1523]
- hsc-title-rule: [788, 143, 1564, 145]
- article-body: (প্রথম পৃষ্ঠার পর) বিনামূল্যে জমি বরাদ্দ দেওয়া হবে। তথ্যপ্রযুক্তি খাতে বিনিয়োগকারীদের জন্য বিশেষ প্রণোদনার ব্যবস্থা রয়েছে। হাইটেক পার্কে উদ্যোক্তাদের জন্য প্রয়োজনীয় সব সুবিধা নিশ্চিত করা হবে বলে জানিয়েছে কর্তৃপক্ষ।: [928, 1725, 1127, 1791]
- issue-date: ২৬ মে ২০১৫ । ১২ জ্যৈষ্ঠ ১৪২২: [1008, 35, 1222, 55]
- author-name: ফারুক আহমদ: [23, 203, 100, 219]
- update-col-3: [543, 981, 776, 1247]
- ssc-col-2: [1060, 962, 1301, 1247]
- list-item: গ. প্রমথ চৌধুরী ঘ. ড. আনিসুল হক: [6, 489, 169, 503]
- jsc-col-2-bottom: [338, 573, 587, 910]
- list-item: ১০. জনসংখ্যা বৃদ্ধির হার কত?: [543, 999, 679, 1012]
- list-item: ক. ০°C খ. ১০°C: [1312, 963, 1396, 975]
- list-item: ৬. কত তাপমাত্রায় পানির ঘনত্ব সবচেয়ে বেশি?: [1060, 1219, 1266, 1233]
- list-item: ১২. কাদের জন্য কম্পিউটার বেশি সুবিধাজনক?: [605, 600, 772, 627]
- list-item: ১. মানুষের মুখ থেকে যে সব অর্থপূর্ণ কতকগুলো আওয়াজ বা ধ্বনির সমষ্টিকে কী বলে?: [6, 301, 328, 330]
- issue-day: মঙ্গলবার: [1173, 11, 1222, 28]
- jsc-answers: উত্তরমালা : ১.ঘ ২.গ ৩.খ ৪.ক ৫.ঘ ৬.ঘ ৭.ক ৮.গ ৯.খ ১০.গ ১১.খ ১২.ক ১৩.খ ১৪.ক ১৫.ক ১৬.ক ১৭.খ ১৮.গ ১৯.ঘ ২০.খ: [338, 917, 589, 940]
- list-item: ১. নতুন উপজেলা গঠনের জন্য কয়টি ইউনিয়ন থাকতে হবে?: [47, 999, 288, 1027]
- list-item: ১১. আধুনিক কম্পিউটারের বৈশিষ্ট্য হচ্ছে—: [605, 552, 772, 580]
- author-title: সিনিয়র প্রভাষক, ক্যামব্রিয়ান স্কুল অ্যান্ড কলেজ, ঢাকা: [23, 224, 236, 236]
- article-body: (পেছনের পৃষ্ঠার পর) কর্মকর্তা। ব্যবসায়ীরা অনৈতিক লাভের উদ্দেশ্যে আগে থেকেই বাজারে কৃত্রিম সংকট তৈরি করছেন। বাণিজ্য মন্ত্রণালয় সূত্র জানায়, রমজানে নিত্যপ্রয়োজনীয় পণ্যের পর্যাপ্ত মজুদ রয়েছে। বাজার মনিটরিংয়ের জন্য ভ্রাম্যমাণ আদালত পরিচালনা করা হবে। ভোক্তা অধিকার সংরক্ষণ অধিদফতর বাজার তদারকি জোরদার করেছে। ঢাকার বিভিন্ন বাজার ঘুরে দেখা গেছে, এর মধ্যেই ছোলা, চিনি, ভোজ্যতেল, পেঁয়াজসহ বেশ কিছু পণ্যের দাম বেড়েছে। ক্রেতারা অভিযোগ করেছেন, প্রতি বছর রমজানের আগে ব্যবসায়ীরা সিন্ডিকেট করে দাম বাড়িয়ে দেন। সরকারকে এ বিষয়ে কঠোর ব্যবস্থা নেওয়ার দাবি জানিয়েছেন তারা।: [1139, 1550, 1563, 1642]
- list-item: ৫. ধ্বনি সৃষ্টি হয় কার সাহায্যে?: [6, 578, 146, 592]
- list-item: ক. শব্দ খ. পদ গ. বাক্য ঘ. বাগধারা: [6, 736, 164, 750]
- list-item: গ. প্রায় ত্রিশ কোটি ঘ. প্রায় চল্লিশ কোটি: [338, 733, 517, 747]
- article-body: (প্রথম পৃষ্ঠার পর) বেশ (৩০) ও আরিফ ইসলাম (৩২) নামে দুজনকে গ্রেফতার করা হয়েছে। তাদের কাছ থেকে বিস্ফোরক উদ্ধার করা হয়। গোয়েন্দা পুলিশের কর্মকর্তারা জানান, গ্রেফতারকৃতরা দীর্ঘদিন ধরে নাশকতার পরিকল্পনা করছিল। তাদের সঙ্গে আন্তর্জাতিক জঙ্গি সংগঠনের যোগাযোগ রয়েছে বলে প্রাথমিক জিজ্ঞাসাবাদে তথ্য পাওয়া গেছে। রাজধানীর গুরুত্বপূর্ণ স্থাপনায় হামলার ছক কষেছিল চক্রটি। জিজ্ঞাসাবাদে তারা আরও কয়েকজন সহযোগীর নাম প্রকাশ করেছে। তাদের গ্রেফতারে অভিযান অব্যাহত রয়েছে বলে জানিয়েছেন গোয়েন্দা কর্মকর্তারা। এ ঘটনায় সন্ত্রাসবিরোধী আইনে মামলা দায়ের করা হয়েছে এবং আদালতের মাধ্যমে তাদের রিমান্ডে নেওয়া হয়েছে।: [6, 1728, 304, 1860]
- article-body: (প্রথম পৃষ্ঠার পর) বেশ (৩০) ও আরিফ ইসলাম (৩২) নামে দুজনকে গ্রেফতার করা হয়েছে। তাদের কাছ থেকে বিস্ফোরক উদ্ধার করা হয়। গোয়েন্দা পুলিশের কর্মকর্তারা জানান, গ্রেফতারকৃতরা দীর্ঘদিন ধরে নাশকতার পরিকল্পনা করছিল। তাদের সঙ্গে আন্তর্জাতিক জঙ্গি সংগঠনের যোগাযোগ রয়েছে বলে প্রাথমিক জিজ্ঞাসাবাদে তথ্য পাওয়া গেছে। রাজধানীর গুরুত্বপূর্ণ স্থাপনায় হামলার ছক কষেছিল চক্রটি। জিজ্ঞাসাবাদে তারা আরও কয়েকজন সহযোগীর নাম প্রকাশ করেছে। তাদের গ্রেফতারে অভিযান অব্যাহত রয়েছে বলে জানিয়েছেন গোয়েন্দা কর্মকর্তারা। এ ঘটনায় সন্ত্রাসবিরোধী আইনে মামলা দায়ের করা হয়েছে এবং আদালতের মাধ্যমে তাদের রিমান্ডে নেওয়া হয়েছে।: [6, 1861, 304, 1993]
- list-item: ৩. বর্তমানে বাংলাদেশে বিমানের অভ্যন্তরীণ রুট কতটি?: [47, 1096, 287, 1110]
- list-item: ঘ. বন্যার সাথে: [6, 932, 74, 946]
- jsc-col-2-top: [338, 153, 587, 296]
- list-item: ১৫. পরিবেশের সঙ্গে জীবদেহের সম্পর্ক সম্বন্ধীয় বিদ্যাকে বলে—: [605, 729, 772, 756]
- hsc-title: দ্বাদশ শ্রেণির পড়াশোনা : ইংরেজি প্রথমপত্র: [906, 90, 1454, 127]
- list-item: ১৬. পৃথিবীর আকার ও আয়তন সম্পর্কীয় বিদ্যা কি?: [605, 776, 772, 803]
- hsc-col-2: [1060, 151, 1301, 871]
- list-item: ইপিজেড।: [299, 982, 343, 995]
- list-item: উত্তর : ৯৭ ভাগ: [1312, 1063, 1384, 1077]
- list-item: ৯. মুসলিম জনগোষ্ঠীর হার কত?: [299, 1179, 441, 1193]
- list-item: গ. আরবি ঘ. বাংলা: [338, 891, 427, 905]
- list-item: ৭. ধ্বনির অর্থপূর্ণ মিলনে কী গঠিত হয়?: [6, 683, 185, 696]
- article-headline: গণকবর নিয়ে: [571, 1335, 661, 1354]
- article-headline: শ্রীমঙ্গলে বরবটির: [928, 1798, 1127, 1832]
- hsc-col-3: [1312, 290, 1563, 871]
- article-body: (প্রথম পৃষ্ঠার পর) বিনামূল্যে জমি বরাদ্দ দেওয়া হবে। তথ্যপ্রযুক্তি খাতে বিনিয়োগকারীদের জন্য বিশেষ প্রণোদনার ব্যবস্থা রয়েছে। হাইটেক পার্কে উদ্যোক্তাদের জন্য প্রয়োজনীয় সব সুবিধা নিশ্চিত করা হবে বলে জানিয়েছে কর্তৃপক্ষ।: [928, 1659, 1127, 1724]
- article-body: (তৃতীয় পৃষ্ঠার পর) হয়েছে। পাচারের লেনদেনে জড়িত ছিল ব্যবসায়ীরের আইনের আওতায় আনার সুপারিশ করা হয়। পাচারের লেনদেনে জড়িত ছিল ব্যবসায়ীরের তদন্তকালে প্রতিবেদনে উল্লেখ করা হয়েছে, জেলার বিভিন্ন সীমান্ত এলাকা দিয়ে কয়েকটি চক্র মানব পাচারে সক্রিয়। মানব পাচারের মামলাগুলো দ্রুত নিষ্পত্তির জন্য বিশেষ ট্রাইব্যুনাল গঠনের সুপারিশও করা হয়। বেশিরভাগ মানব পাচারের ঘটনায় ভিকটিম পরিবারের সদস্যরা থানায় মামলা করতে চান না বলেও তদন্তে উঠে এসেছে। সীমান্তে টহল জোরদার, দালাল চক্রের তালিকা প্রণয়ন, স্থানীয় জনপ্রতিনিধিদের সচেতনতা কার্যক্রমে যুক্ত করাসহ বেশ কিছু সুপারিশ করা হয়েছে প্রতিবেদনে। কিন্তু প্রতিবেদনটি জমা দেওয়ার পর দীর্ঘ সময় পার হলেও সুপারিশ বাস্তবায়নে কোনো উদ্যোগ নেওয়া হয়নি। প্রতিবেদনটি এখন সদর দফতরে ফাইলবন্দী অবস্থায় পড়ে আছে।: [6, 1524, 304, 1682]
